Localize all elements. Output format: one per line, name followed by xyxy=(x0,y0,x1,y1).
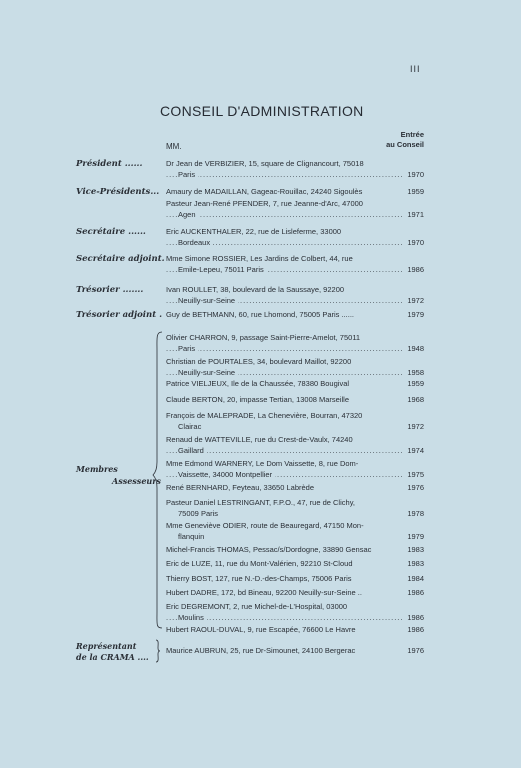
entry-representant-crama: Maurice AUBRUN, 25, rue Dr-Simounet, 24100 Bergerac 1976 xyxy=(166,646,424,655)
entry-membre-bernhard: René BERNHARD, Feyteau, 33650 Labrède 1976 xyxy=(166,483,424,492)
role-representant: Représentant xyxy=(76,641,137,651)
entry-membre-lestringant: Pasteur Daniel LESTRINGANT, F.P.O., 47, rue de Clichy, 75009 Paris 1978 xyxy=(166,498,424,518)
entry-membre-bost: Thierry BOST, 127, rue N.-D.-des-Champs, 75006 Paris 1984 xyxy=(166,574,424,583)
role-assesseurs: Assesseurs xyxy=(112,476,161,486)
role-secretaire-adjoint: Secrétaire adjoint. xyxy=(76,254,165,264)
entry-membre-thomas: Michel-Francis THOMAS, Pessac/s/Dordogne, 33890 Gensac 1983 xyxy=(166,545,424,554)
entry-president: Dr Jean de VERBIZIER, 15, square de Clignancourt, 75018 Paris 1970 ..... xyxy=(166,158,424,180)
entry-membre-degremont: Eric DEGREMONT, 2, rue Michel-de-L'Hospital, 03000 Moulins 1986 ..... xyxy=(166,601,424,623)
entry-tresorier: Ivan ROULLET, 38, boulevard de la Saussaye, 92200 Neuilly-sur-Seine 1972 ..... xyxy=(166,284,424,306)
page-title: CONSEIL D'ADMINISTRATION xyxy=(160,103,364,119)
entry-membre-pourtales: Christian de POURTALES, 34, boulevard Maillot, 92200 Neuilly-sur-Seine 1958 ..... xyxy=(166,356,424,378)
entry-membre-raoul-duval: Hubert RAOUL-DUVAL, 9, rue Escapée, 76600 Le Havre 1986 xyxy=(166,625,424,634)
entree-line-1: Entrée xyxy=(400,130,424,139)
column-header-mm: MM. xyxy=(166,142,182,151)
entry-membre-berton: Claude BERTON, 20, impasse Tertian, 13008 Marseille 1968 xyxy=(166,395,424,404)
entry-membre-maleprade: François de MALEPRADE, La Chenevière, Bourran, 47320 Clairac 1972 xyxy=(166,411,424,431)
entry-membre-charron: Olivier CHARRON, 9, passage Saint-Pierre-Amelot, 75011 Paris 1948 ..... xyxy=(166,332,424,354)
entry-membre-luze: Eric de LUZE, 11, rue du Mont-Valérien, 92210 St-Cloud 1983 xyxy=(166,559,424,568)
entry-secretaire: Eric AUCKENTHALER, 22, rue de Lisleferme, 33000 Bordeaux 1970 ..... xyxy=(166,226,424,248)
role-secretaire: Secrétaire ...... xyxy=(76,227,146,237)
entry-vice-president-2: Pasteur Jean-René PFENDER, 7, rue Jeanne-d'Arc, 47000 Agen 1971 ..... xyxy=(166,198,424,220)
assesseurs-brace xyxy=(152,330,164,630)
column-header-entree xyxy=(360,130,424,150)
entry-vice-president-1: Amaury de MADAILLAN, Gageac-Rouillac, 24240 Sigoulès 1959 xyxy=(166,187,424,196)
role-membres: Membres xyxy=(76,464,118,474)
role-tresorier: Trésorier ....... xyxy=(76,285,144,295)
role-vice-presidents: Vice-Présidents... xyxy=(76,187,160,197)
entry-membre-dadre: Hubert DADRE, 172, bd Bineau, 92200 Neuilly-sur-Seine .. 1986 xyxy=(166,588,424,597)
role-president: Président ...... xyxy=(76,159,143,169)
entry-membre-warnery: Mme Edmond WARNERY, Le Dom Vaissette, 8, rue Dom- Vaissette, 34000 Montpellier 1975 ..... xyxy=(166,458,424,480)
entry-secretaire-adjoint: Mme Simone ROSSIER, Les Jardins de Colbert, 44, rue Emile-Lepeu, 75011 Paris 1986 ..... xyxy=(166,253,424,275)
entree-line-2: au Conseil xyxy=(386,140,424,149)
entry-membre-watteville: Renaud de WATTEVILLE, rue du Crest-de-Vaulx, 74240 Gaillard 1974 ..... xyxy=(166,434,424,456)
entry-tresorier-adjoint: Guy de BETHMANN, 60, rue Lhomond, 75005 Paris ...... 1979 xyxy=(166,310,424,319)
role-crama: de la CRAMA .... xyxy=(76,652,149,662)
role-tresorier-adjoint: Trésorier adjoint . xyxy=(76,310,163,320)
page-number: III xyxy=(410,64,421,74)
entry-membre-vieljeux: Patrice VIELJEUX, Ile de la Chaussée, 78380 Bougival 1959 xyxy=(166,379,424,388)
crama-brace xyxy=(155,638,161,664)
entry-membre-odier: Mme Geneviève ODIER, route de Beauregard, 47150 Mon- flanquin 1979 xyxy=(166,521,424,541)
